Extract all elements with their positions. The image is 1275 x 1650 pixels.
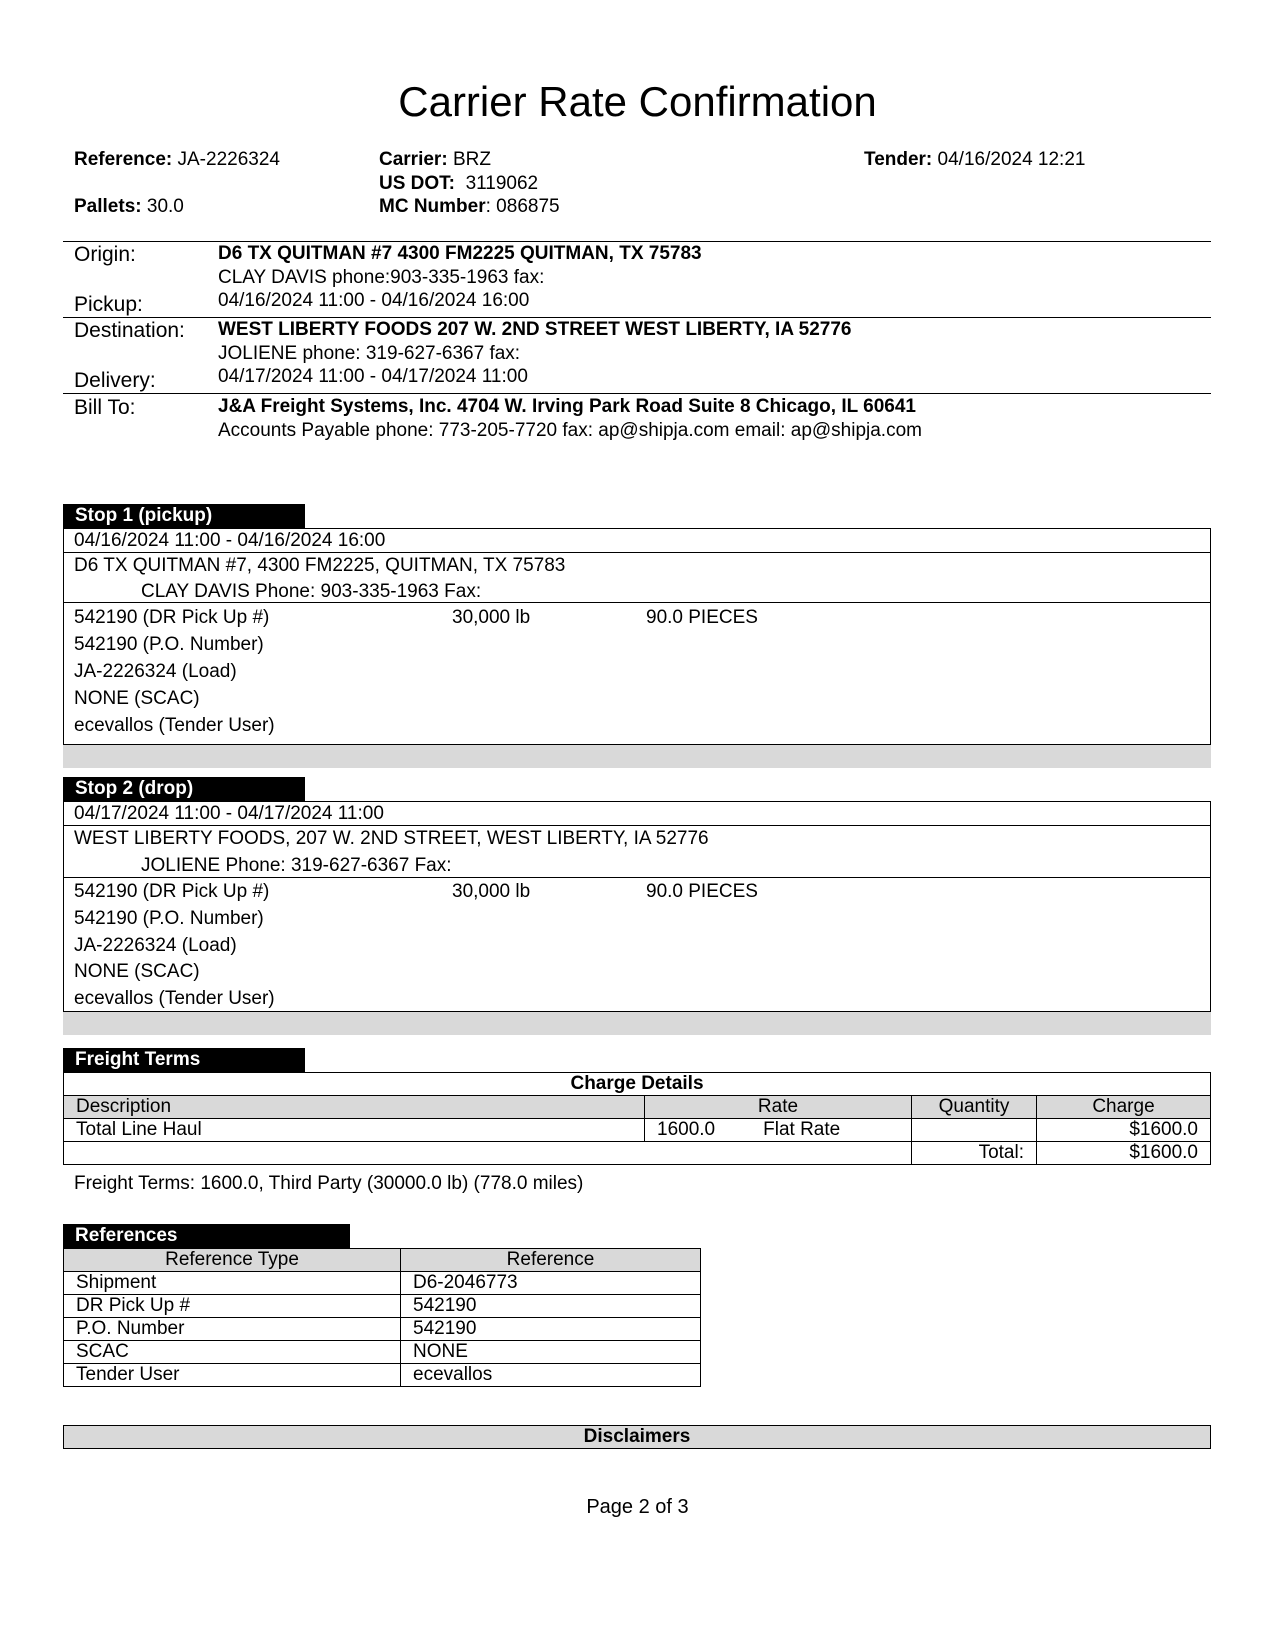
carrier-field: [379, 148, 491, 171]
table-row: [64, 1318, 701, 1341]
stop-1-pieces: 90.0 PIECES: [646, 607, 758, 628]
reference-value: ecevallos: [401, 1364, 701, 1387]
usdot-label: US DOT:: [379, 173, 455, 194]
destination-name: WEST LIBERTY FOODS 207 W. 2ND STREET WEST LIBERTY, IA 52776: [218, 319, 852, 340]
billto-label: Bill To:: [74, 396, 136, 419]
table-row: [64, 1341, 701, 1364]
stop-1-ref: 542190 (DR Pick Up #): [74, 607, 270, 628]
stop-1-window: 04/16/2024 11:00 - 04/16/2024 16:00: [74, 530, 386, 551]
stop-1-ref: NONE (SCAC): [74, 688, 200, 709]
freight-terms-text: Freight Terms: 1600.0, Third Party (30000.0 lb) (778.0 miles): [74, 1173, 584, 1194]
page-number: Page 2 of 3: [586, 1496, 689, 1518]
stop-2-spacer: [63, 1012, 1211, 1035]
delivery-label: Delivery:: [74, 369, 156, 392]
stop-2-ref: 542190 (DR Pick Up #): [74, 881, 270, 902]
stop-2-address: WEST LIBERTY FOODS, 207 W. 2ND STREET, WEST LIBERTY, IA 52776: [74, 828, 709, 849]
reference-type: P.O. Number: [64, 1318, 401, 1341]
carrier-label: Carrier:: [379, 149, 448, 170]
stop-2-ref: NONE (SCAC): [74, 961, 200, 982]
pickup-label: Pickup:: [74, 293, 143, 316]
reference-type: Shipment: [64, 1272, 401, 1295]
pallets-label: Pallets:: [74, 196, 142, 217]
reference-type: Tender User: [64, 1364, 401, 1387]
charge-rate-type: Flat Rate: [763, 1119, 841, 1140]
origin-contact: CLAY DAVIS phone:903-335-1963 fax:: [218, 267, 545, 288]
freight-terms-header: Freight Terms: [63, 1048, 305, 1072]
usdot-field: [379, 172, 538, 195]
charge-amount: $1600.0: [1037, 1119, 1211, 1142]
stop-2-ref: 542190 (P.O. Number): [74, 908, 264, 929]
table-row: [64, 1295, 701, 1318]
references-table: [63, 1248, 701, 1387]
divider: [63, 393, 1211, 394]
mc-label: MC Number: [379, 196, 486, 217]
reference-type: SCAC: [64, 1341, 401, 1364]
stop-2-ref: JA-2226324 (Load): [74, 935, 237, 956]
reference-value: 542190: [401, 1295, 701, 1318]
stop-1-ref: 542190 (P.O. Number): [74, 634, 264, 655]
tender-field: [864, 148, 1085, 171]
origin-name: D6 TX QUITMAN #7 4300 FM2225 QUITMAN, TX 75783: [218, 243, 702, 264]
divider: [63, 877, 1211, 878]
reference-field: [74, 148, 280, 171]
billto-name: J&A Freight Systems, Inc. 4704 W. Irving Park Road Suite 8 Chicago, IL 60641: [218, 396, 916, 417]
stop-2-ref: ecevallos (Tender User): [74, 988, 275, 1009]
total-label: Total:: [912, 1142, 1037, 1165]
charge-details-title: Charge Details: [64, 1073, 1211, 1096]
reference-value: NONE: [401, 1341, 701, 1364]
table-row: [64, 1364, 701, 1387]
total-amount: $1600.0: [1037, 1142, 1211, 1165]
column-header: Reference: [401, 1249, 701, 1272]
origin-label: Origin:: [74, 243, 136, 266]
divider: [63, 825, 1211, 826]
stop-2-contact: JOLIENE Phone: 319-627-6367 Fax:: [141, 855, 452, 876]
column-header: Reference Type: [64, 1249, 401, 1272]
reference-value: D6-2046773: [401, 1272, 701, 1295]
reference-type: DR Pick Up #: [64, 1295, 401, 1318]
pallets-value: 30.0: [146, 196, 184, 217]
column-header: Rate: [645, 1096, 912, 1119]
tender-value: 04/16/2024 12:21: [937, 149, 1086, 170]
stop-1-header: Stop 1 (pickup): [63, 504, 305, 528]
mc-value: : 086875: [485, 196, 560, 217]
disclaimers-header: Disclaimers: [63, 1425, 1211, 1449]
stop-1-spacer: [63, 745, 1211, 768]
delivery-window: 04/17/2024 11:00 - 04/17/2024 11:00: [218, 366, 528, 387]
pickup-window: 04/16/2024 11:00 - 04/16/2024 16:00: [218, 290, 530, 311]
charge-quantity: [912, 1119, 1037, 1142]
charge-rate-cell: [645, 1119, 912, 1142]
reference-value: JA-2226324: [177, 149, 280, 170]
stop-2-window: 04/17/2024 11:00 - 04/17/2024 11:00: [74, 803, 384, 824]
page-title: Carrier Rate Confirmation: [398, 78, 877, 125]
pallets-field: [74, 195, 184, 218]
stop-2-pieces: 90.0 PIECES: [646, 881, 758, 902]
stop-1-weight: 30,000 lb: [452, 607, 531, 628]
destination-label: Destination:: [74, 319, 185, 342]
stop-1-address: D6 TX QUITMAN #7, 4300 FM2225, QUITMAN, TX 75783: [74, 555, 566, 576]
tender-label: Tender:: [864, 149, 933, 170]
stop-1-contact: CLAY DAVIS Phone: 903-335-1963 Fax:: [141, 581, 482, 602]
charge-rate: 1600.0: [657, 1119, 716, 1140]
stop-1-ref: JA-2226324 (Load): [74, 661, 237, 682]
reference-label: Reference:: [74, 149, 173, 170]
stop-2-weight: 30,000 lb: [452, 881, 531, 902]
carrier-value: BRZ: [452, 149, 491, 170]
divider: [63, 552, 1211, 553]
charge-description: Total Line Haul: [64, 1119, 645, 1142]
mc-field: [379, 195, 560, 218]
stop-1-ref: ecevallos (Tender User): [74, 715, 275, 736]
references-header: References: [63, 1224, 350, 1248]
column-header: Quantity: [912, 1096, 1037, 1119]
reference-value: 542190: [401, 1318, 701, 1341]
stop-2-header: Stop 2 (drop): [63, 777, 305, 801]
column-header: Description: [64, 1096, 645, 1119]
table-row: [64, 1272, 701, 1295]
destination-contact: JOLIENE phone: 319-627-6367 fax:: [218, 343, 521, 364]
billto-contact: Accounts Payable phone: 773-205-7720 fax: ap@shipja.com email: ap@shipja.com: [218, 420, 922, 441]
usdot-value: 3119062: [465, 173, 539, 194]
charge-table: [63, 1072, 1211, 1165]
column-header: Charge: [1037, 1096, 1211, 1119]
